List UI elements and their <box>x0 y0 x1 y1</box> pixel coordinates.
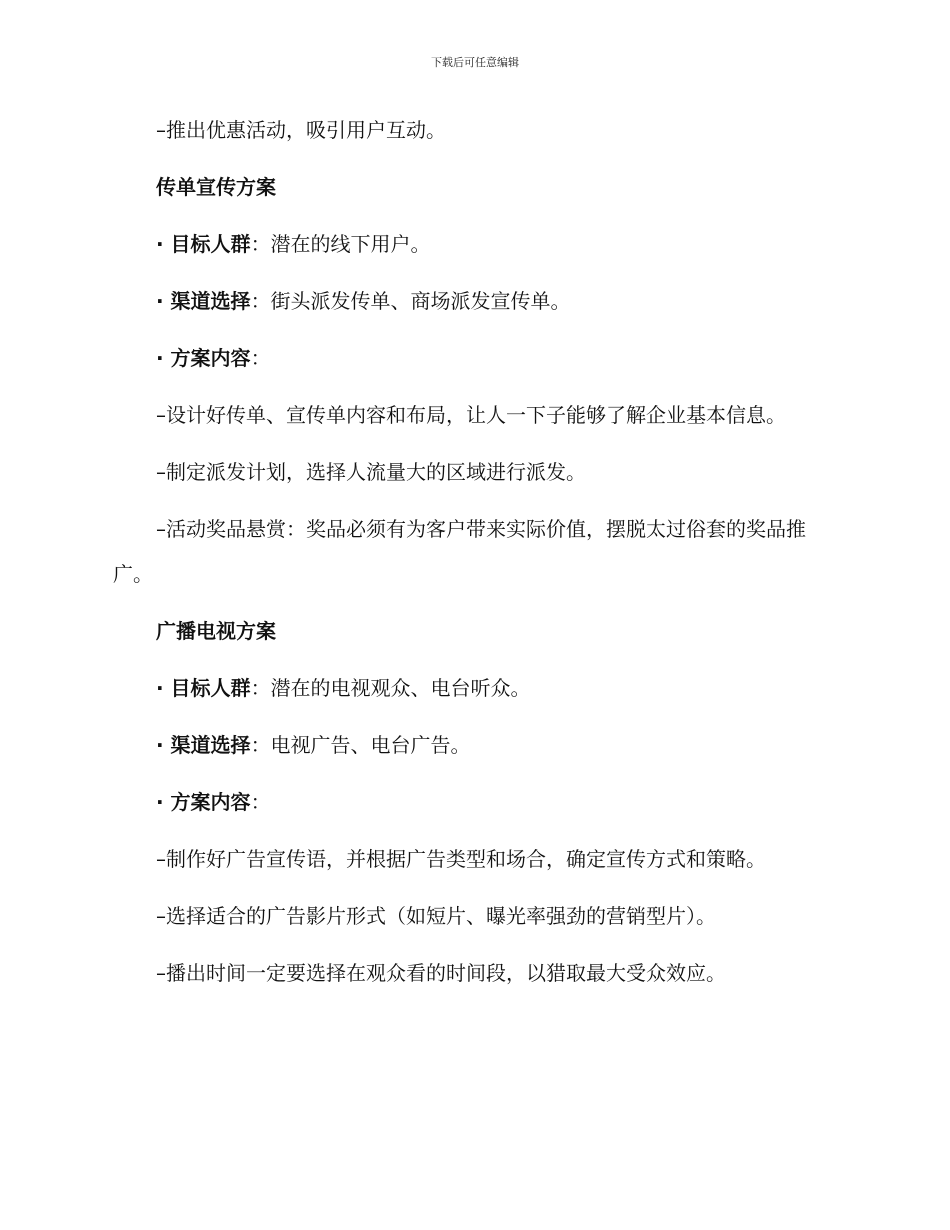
bullet-line: –制定派发计划，选择人流量大的区域进行派发。 <box>156 460 586 484</box>
plan-content-item <box>113 780 825 825</box>
bullet-line: –选择适合的广告影片形式（如短片、曝光率强劲的营销型片）。 <box>156 904 716 928</box>
channel-item <box>113 279 825 324</box>
item-label: · 渠道选择 <box>156 733 251 757</box>
target-audience-item <box>113 666 825 711</box>
bullet-line: –制作好广告宣传语，并根据广告类型和场合，确定宣传方式和策略。 <box>156 847 766 871</box>
section-heading: 传单宣传方案 <box>156 175 276 199</box>
bullet-line: –播出时间一定要选择在观众看的时间段，以猎取最大受众效应。 <box>156 961 726 985</box>
plan-content-item <box>113 336 825 381</box>
item-text: ： <box>250 790 271 814</box>
item-label: · 方案内容 <box>156 346 251 370</box>
document-body <box>113 108 825 1008</box>
bullet-line: –活动奖品悬赏：奖品必须有为客户带来实际价值，摆脱太过俗套的奖品推广。 <box>113 517 806 586</box>
item-text: ：潜在的线下用户。 <box>250 232 431 256</box>
item-text: ： <box>250 346 271 370</box>
channel-item <box>113 723 825 768</box>
item-label: · 方案内容 <box>156 790 251 814</box>
item-label: · 目标人群 <box>156 232 251 256</box>
bullet-line: –推出优惠活动，吸引用户互动。 <box>156 118 446 142</box>
page-header: 下载后可任意编辑 <box>431 56 519 69</box>
item-text: ：街头派发传单、商场派发宣传单。 <box>250 289 571 313</box>
item-label: · 目标人群 <box>156 676 251 700</box>
item-text: ：电视广告、电台广告。 <box>250 733 471 757</box>
item-text: ：潜在的电视观众、电台听众。 <box>250 676 531 700</box>
bullet-line: –设计好传单、宣传单内容和布局，让人一下子能够了解企业基本信息。 <box>156 403 786 427</box>
item-label: · 渠道选择 <box>156 289 251 313</box>
section-heading: 广播电视方案 <box>156 619 276 643</box>
target-audience-item <box>113 222 825 267</box>
